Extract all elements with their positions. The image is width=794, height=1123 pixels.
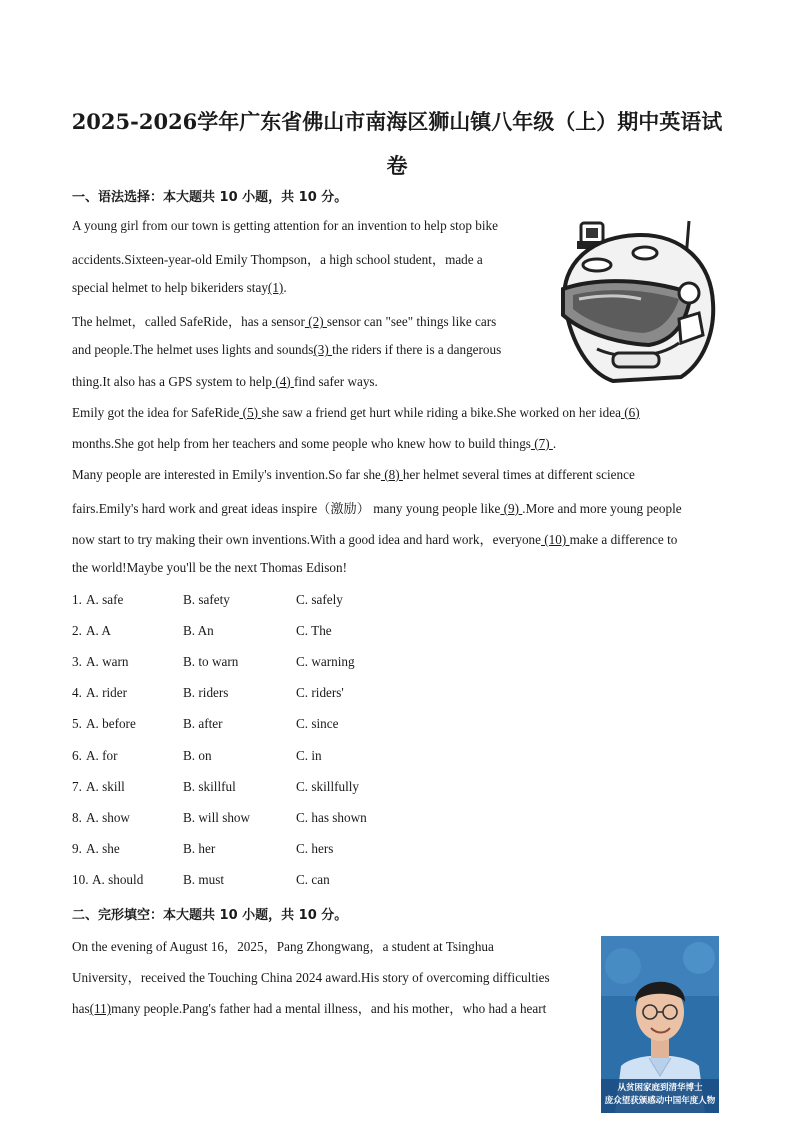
question-number: 1. bbox=[72, 592, 82, 607]
answer-option[interactable]: B. safety bbox=[183, 592, 230, 607]
answer-option[interactable]: B. must bbox=[183, 871, 225, 887]
answer-option[interactable]: B. on bbox=[183, 747, 212, 763]
answer-option[interactable]: A. show bbox=[86, 809, 130, 825]
passage-text: find safer ways. bbox=[294, 373, 378, 389]
passage-line bbox=[72, 936, 494, 955]
helmet-illustration bbox=[553, 213, 723, 385]
answer-option[interactable]: A. rider bbox=[86, 685, 128, 701]
passage-line bbox=[72, 405, 640, 421]
passage-text: she saw a friend get hurt while riding a bike.She worked on her idea bbox=[261, 404, 621, 420]
answer-option[interactable]: B. after bbox=[183, 716, 223, 732]
passage-text: Many people are interested in Emily's invention.So far she bbox=[72, 466, 381, 482]
answer-option[interactable]: C. riders' bbox=[296, 685, 344, 701]
title-line-1: 2025-2026学年广东省佛山市南海区狮山镇八年级（上）期中英语试 bbox=[71, 109, 723, 134]
answer-option[interactable]: C. since bbox=[296, 716, 339, 732]
question-number: 4. bbox=[72, 685, 82, 701]
question-number: 10. bbox=[72, 871, 89, 887]
answer-option[interactable]: C. skillfully bbox=[296, 778, 360, 794]
passage-line bbox=[72, 967, 550, 986]
answer-option[interactable]: B. will show bbox=[183, 809, 251, 825]
passage-text: the riders if there is a dangerous bbox=[332, 342, 502, 358]
photo-caption-line-2: 庞众望获颁感动中国年度人物 bbox=[604, 1096, 716, 1106]
student-photo bbox=[601, 936, 719, 1113]
photo-caption bbox=[601, 1082, 719, 1108]
answer-option[interactable]: A. she bbox=[86, 840, 120, 856]
answer-blank: (8) bbox=[380, 466, 403, 482]
answer-blank: (9) bbox=[500, 500, 523, 516]
answer-option[interactable]: C. The bbox=[296, 623, 332, 639]
passage-text: now start to try making their own inventions.With a good idea and hard work，everyone bbox=[72, 532, 541, 547]
passage-text: has bbox=[72, 1001, 90, 1017]
passage-line bbox=[72, 374, 378, 390]
answer-option[interactable]: C. in bbox=[296, 747, 322, 763]
question-number: 3. bbox=[72, 654, 82, 670]
answer-option[interactable]: A. for bbox=[86, 747, 118, 763]
question-number: 9. bbox=[72, 840, 82, 856]
passage-line bbox=[72, 436, 556, 452]
answer-blank: (1) bbox=[267, 280, 284, 296]
passage-text: accidents.Sixteen-year-old Emily Thompson，a high school student，made a bbox=[72, 252, 483, 268]
passage-text: . bbox=[552, 435, 557, 451]
passage-line bbox=[72, 498, 682, 517]
answer-option[interactable]: A. safe bbox=[86, 592, 124, 607]
passage-text: Emily got the idea for SafeRide bbox=[72, 404, 240, 420]
passage-line bbox=[72, 529, 677, 548]
question-number: 6. bbox=[72, 747, 82, 763]
passage-text: the world!Maybe you'll be the next Thomas Edison! bbox=[72, 560, 347, 576]
photo-caption-line-1: 从贫困家庭到清华博士 bbox=[617, 1083, 703, 1093]
answer-option[interactable]: C. safely bbox=[296, 592, 343, 607]
title-line-2: 卷 bbox=[386, 153, 408, 178]
answer-blank: (10) bbox=[540, 532, 570, 547]
passage-text: special helmet to help bikeriders stay bbox=[72, 280, 268, 296]
answer-option[interactable]: A. skill bbox=[86, 778, 125, 794]
section-2-heading: 二、完形填空：本大题共 10 小题，共 10 分。 bbox=[72, 908, 348, 923]
passage-line bbox=[72, 467, 635, 483]
passage-text: her helmet several times at different science bbox=[402, 466, 635, 482]
question-number: 7. bbox=[72, 778, 82, 794]
answer-blank: (4) bbox=[272, 373, 294, 389]
passage-text: The helmet，called SafeRide，has a sensor bbox=[72, 314, 305, 330]
passage-text: .More and more young people bbox=[522, 500, 682, 516]
passage-line bbox=[72, 249, 483, 268]
passage-line bbox=[72, 218, 498, 234]
answer-blank: (7) bbox=[530, 435, 553, 451]
answer-option[interactable]: A. A bbox=[86, 623, 111, 639]
page-title bbox=[60, 100, 734, 188]
passage-text: make a difference to bbox=[569, 532, 678, 547]
passage-text: and people.The helmet uses lights and sounds bbox=[72, 342, 314, 358]
passage-line bbox=[72, 280, 287, 296]
passage-line bbox=[72, 560, 347, 576]
answer-option[interactable]: C. warning bbox=[296, 654, 355, 670]
passage-text: fairs.Emily's hard work and great ideas inspire（激励） many young people like bbox=[72, 500, 501, 516]
answer-option[interactable]: B. riders bbox=[183, 685, 229, 701]
passage-text: University，received the Touching China 2024 award.His story of overcoming difficulties bbox=[72, 970, 550, 986]
answer-option[interactable]: B. her bbox=[183, 840, 216, 856]
answer-option[interactable]: C. can bbox=[296, 871, 330, 887]
answer-blank: (5) bbox=[239, 404, 262, 420]
passage-text: thing.It also has a GPS system to help bbox=[72, 373, 273, 389]
answer-option[interactable]: B. to warn bbox=[183, 654, 239, 670]
question-number: 5. bbox=[72, 716, 82, 732]
passage-text: On the evening of August 16，2025，Pang Zhongwang，a student at Tsinghua bbox=[72, 939, 494, 954]
answer-blank: (11) bbox=[89, 1001, 112, 1017]
answer-option[interactable]: C. has shown bbox=[296, 809, 367, 825]
passage-line bbox=[72, 342, 501, 358]
answer-option[interactable]: A. before bbox=[86, 716, 136, 732]
passage-text: A young girl from our town is getting attention for an invention to help stop bike bbox=[72, 218, 498, 233]
passage-line bbox=[72, 311, 496, 330]
passage-text: months.She got help from her teachers and some people who knew how to build things bbox=[72, 435, 531, 451]
answer-option[interactable]: C. hers bbox=[296, 840, 334, 856]
answer-blank: (3) bbox=[313, 342, 333, 358]
question-number: 8. bbox=[72, 809, 82, 825]
section-1-heading: 一、语法选择：本大题共 10 小题，共 10 分。 bbox=[72, 190, 348, 205]
passage-text: many people.Pang's father had a mental illness，and his mother，who had a heart bbox=[111, 1001, 547, 1017]
passage-line bbox=[72, 998, 546, 1017]
answer-option[interactable]: A. should bbox=[92, 871, 144, 887]
question-number: 2. bbox=[72, 623, 82, 639]
passage-text: . bbox=[283, 280, 287, 296]
passage-text: sensor can "see" things like cars bbox=[326, 314, 497, 330]
answer-blank: (2) bbox=[304, 314, 327, 330]
answer-option[interactable]: A. warn bbox=[86, 654, 129, 670]
answer-blank: (6) bbox=[620, 404, 640, 420]
answer-option[interactable]: B. skillful bbox=[183, 778, 236, 794]
answer-option[interactable]: B. An bbox=[183, 623, 214, 639]
